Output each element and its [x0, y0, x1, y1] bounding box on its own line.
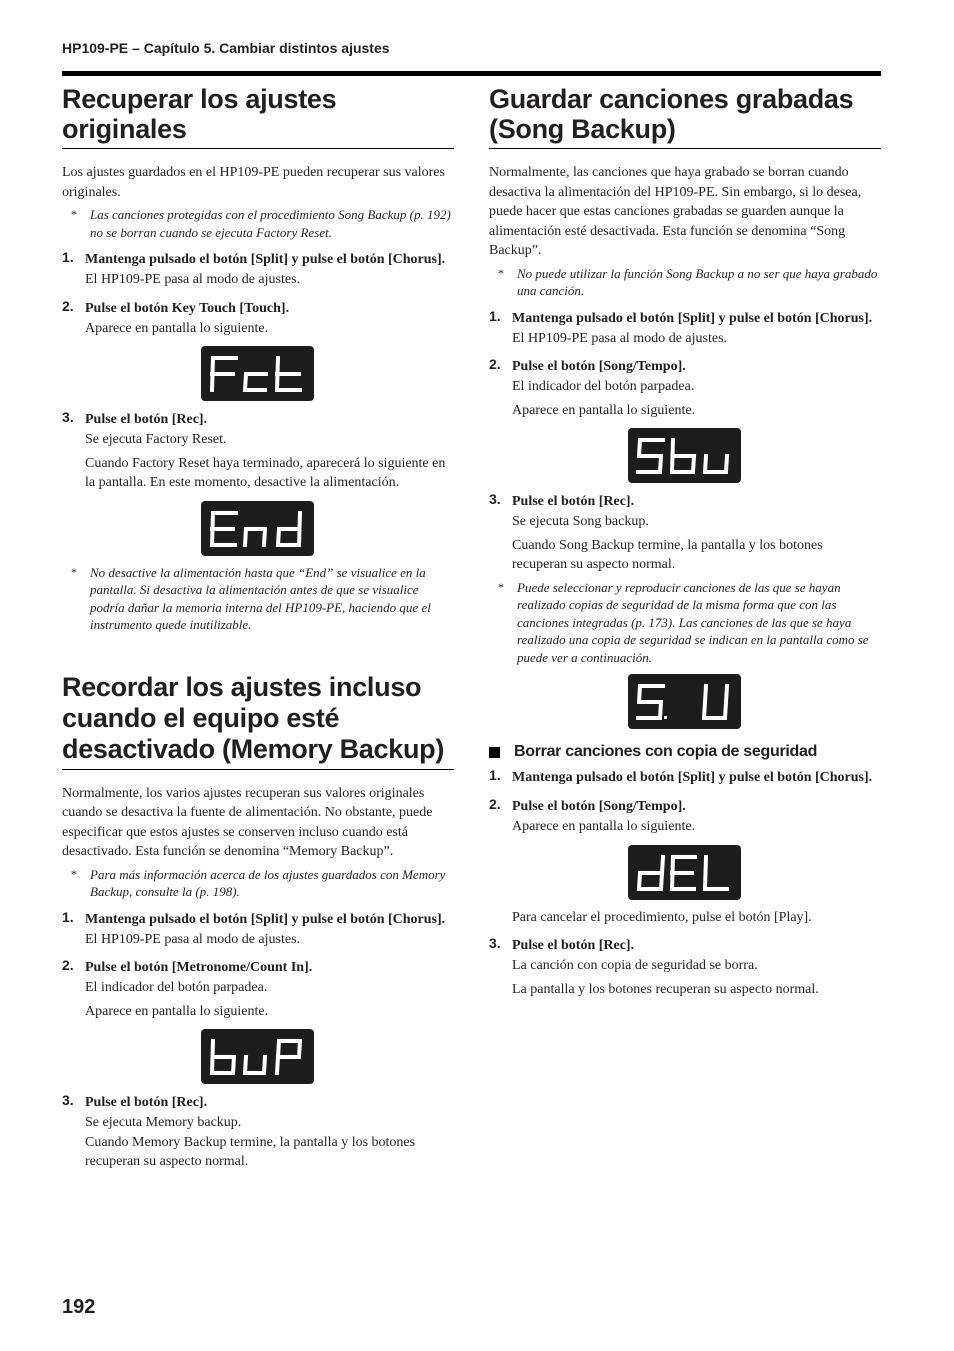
step [489, 767, 881, 788]
step [62, 249, 454, 290]
step-desc: Cuando Memory Backup termine, la pantalla y los botones recuperan su aspecto normal. [85, 1134, 416, 1169]
step-desc: Aparece en pantalla lo siguiente. [85, 1003, 269, 1019]
step-number: 3. [489, 935, 501, 951]
step-desc: Se ejecuta Song backup. [512, 514, 649, 529]
step [62, 909, 454, 950]
note: * Para más información acerca de los ajustes guardados con Memory Backup, consulte la (p. 198). [71, 866, 446, 899]
step-title: Pulse el botón [Song/Tempo]. [512, 359, 686, 374]
step-desc: Se ejecuta Factory Reset. [85, 432, 227, 447]
step-desc: Para cancelar el procedimiento, pulse el botón [Play]. [512, 909, 812, 925]
step-desc: Se ejecuta Memory backup. [85, 1115, 242, 1130]
step-title: Pulse el botón [Rec]. [85, 412, 208, 427]
step-number: 1. [489, 307, 501, 324]
step-desc: Cuando Factory Reset haya terminado, aparecerá lo siguiente en la pantalla. En este momento, desactive la alimentación. [85, 455, 446, 490]
step-number: 3. [62, 1092, 74, 1108]
step-desc: Aparece en pantalla lo siguiente. [512, 402, 696, 418]
step [489, 491, 881, 575]
lcd-display-end [201, 501, 314, 556]
subsection-heading: Borrar canciones con copia de seguridad [489, 743, 881, 761]
intro-text: Los ajustes guardados en el HP109-PE pueden recuperar sus valores originales. [62, 165, 445, 200]
step-title: Mantenga pulsado el botón [Split] y pulse el botón [Chorus]. [512, 770, 873, 785]
step-number: 1. [62, 908, 74, 925]
step-title: Pulse el botón [Song/Tempo]. [512, 799, 686, 814]
lcd-display-sbu [628, 428, 741, 483]
step [489, 908, 881, 928]
step [62, 409, 454, 493]
step [62, 957, 454, 1021]
step [489, 308, 881, 349]
step-title: Pulse el botón Key Touch [Touch]. [85, 300, 290, 316]
note: * Puede seleccionar y reproducir canciones de las que se hayan realizado copias de seguridad de la misma forma que con las canciones integradas (p. 173). Las canciones de las que se haya realizado una copia de seguridad se indican en la pantalla como se puede ver a continuación. [498, 579, 869, 665]
step-desc: Aparece en pantalla lo siguiente. [85, 320, 269, 336]
step-title: Pulse el botón [Metronome/Count In]. [85, 960, 313, 975]
running-head: HP109-PE – Capítulo 5. Cambiar distintos ajustes [62, 40, 390, 56]
section-title-factory-reset: Recuperar los ajustes originales [62, 84, 454, 149]
left-column [62, 84, 454, 1172]
top-rule [62, 71, 881, 76]
step-desc: El indicador del botón parpadea. [512, 379, 695, 394]
lcd-display-bup [201, 1029, 314, 1084]
step-number: 1. [62, 249, 74, 265]
step-number: 2. [489, 796, 501, 812]
step-desc: El HP109-PE pasa al modo de ajustes. [512, 330, 728, 346]
step [62, 1092, 454, 1172]
step [62, 298, 454, 339]
step-desc: Cuando Song Backup termine, la pantalla y los botones recuperan su aspecto normal. [512, 537, 823, 572]
step-desc: El indicador del botón parpadea. [85, 980, 268, 995]
step-title: Mantenga pulsado el botón [Split] y pulse el botón [Chorus]. [85, 911, 446, 927]
section-title-song-backup: Guardar canciones grabadas (Song Backup) [489, 84, 881, 149]
step [489, 796, 881, 837]
step-number: 1. [489, 767, 501, 783]
step-desc: La pantalla y los botones recuperan su aspecto normal. [512, 981, 819, 997]
step-number: 2. [62, 957, 74, 973]
step-title: Pulse el botón [Rec]. [85, 1095, 208, 1110]
lcd-display-del [628, 845, 741, 900]
step-number: 3. [489, 491, 501, 507]
step-desc: Aparece en pantalla lo siguiente. [512, 819, 696, 834]
note: * No puede utilizar la función Song Backup a no ser que haya grabado una canción. [498, 265, 878, 298]
step-title: Mantenga pulsado el botón [Split] y pulse el botón [Chorus]. [85, 252, 446, 267]
step-number: 2. [62, 297, 74, 314]
step-desc: El HP109-PE pasa al modo de ajustes. [85, 272, 301, 287]
page-number: 192 [62, 1296, 96, 1318]
note: * No desactive la alimentación hasta que “End” se visualice en la pantalla. Si desactiva la alimentación antes de que se visualice podría dañar la memoria interna del HP109-PE, haciendo que el instrumento quede inutilizable. [71, 564, 431, 632]
step-title: Mantenga pulsado el botón [Split] y pulse el botón [Chorus]. [512, 310, 873, 326]
step-number: 3. [62, 409, 74, 425]
step [489, 356, 881, 420]
square-bullet-icon [489, 747, 500, 758]
step-title: Pulse el botón [Rec]. [512, 494, 635, 509]
step-desc: El HP109-PE pasa al modo de ajustes. [85, 931, 301, 947]
step-number: 2. [489, 356, 501, 372]
intro-text: Normalmente, los varios ajustes recuperan sus valores originales cuando se desactiva la fuente de alimentación. No obstante, puede especificar que estos ajustes se conserven incluso cuando está desactivado. Esta función se denomina “Memory Backup”. [62, 785, 433, 859]
note: * Las canciones protegidas con el procedimiento Song Backup (p. 192) no se borran cuando se ejecuta Factory Reset. [71, 207, 451, 240]
intro-text: Normalmente, las canciones que haya grabado se borran cuando desactiva la alimentación del HP109-PE. Sin embargo, si lo desea, puede hacer que estas canciones grabadas se guarden aunque la alimentación esté desactivada. Esta función se denomina “Song Backup”. [489, 165, 862, 258]
step-desc: La canción con copia de seguridad se borra. [512, 958, 758, 973]
step [489, 935, 881, 999]
lcd-display-fct [201, 346, 314, 401]
step-title: Pulse el botón [Rec]. [512, 938, 635, 953]
lcd-display-song-u [628, 674, 741, 729]
section-title-memory-backup: Recordar los ajustes incluso cuando el equipo esté desactivado (Memory Backup) [62, 672, 454, 770]
right-column [489, 84, 881, 999]
